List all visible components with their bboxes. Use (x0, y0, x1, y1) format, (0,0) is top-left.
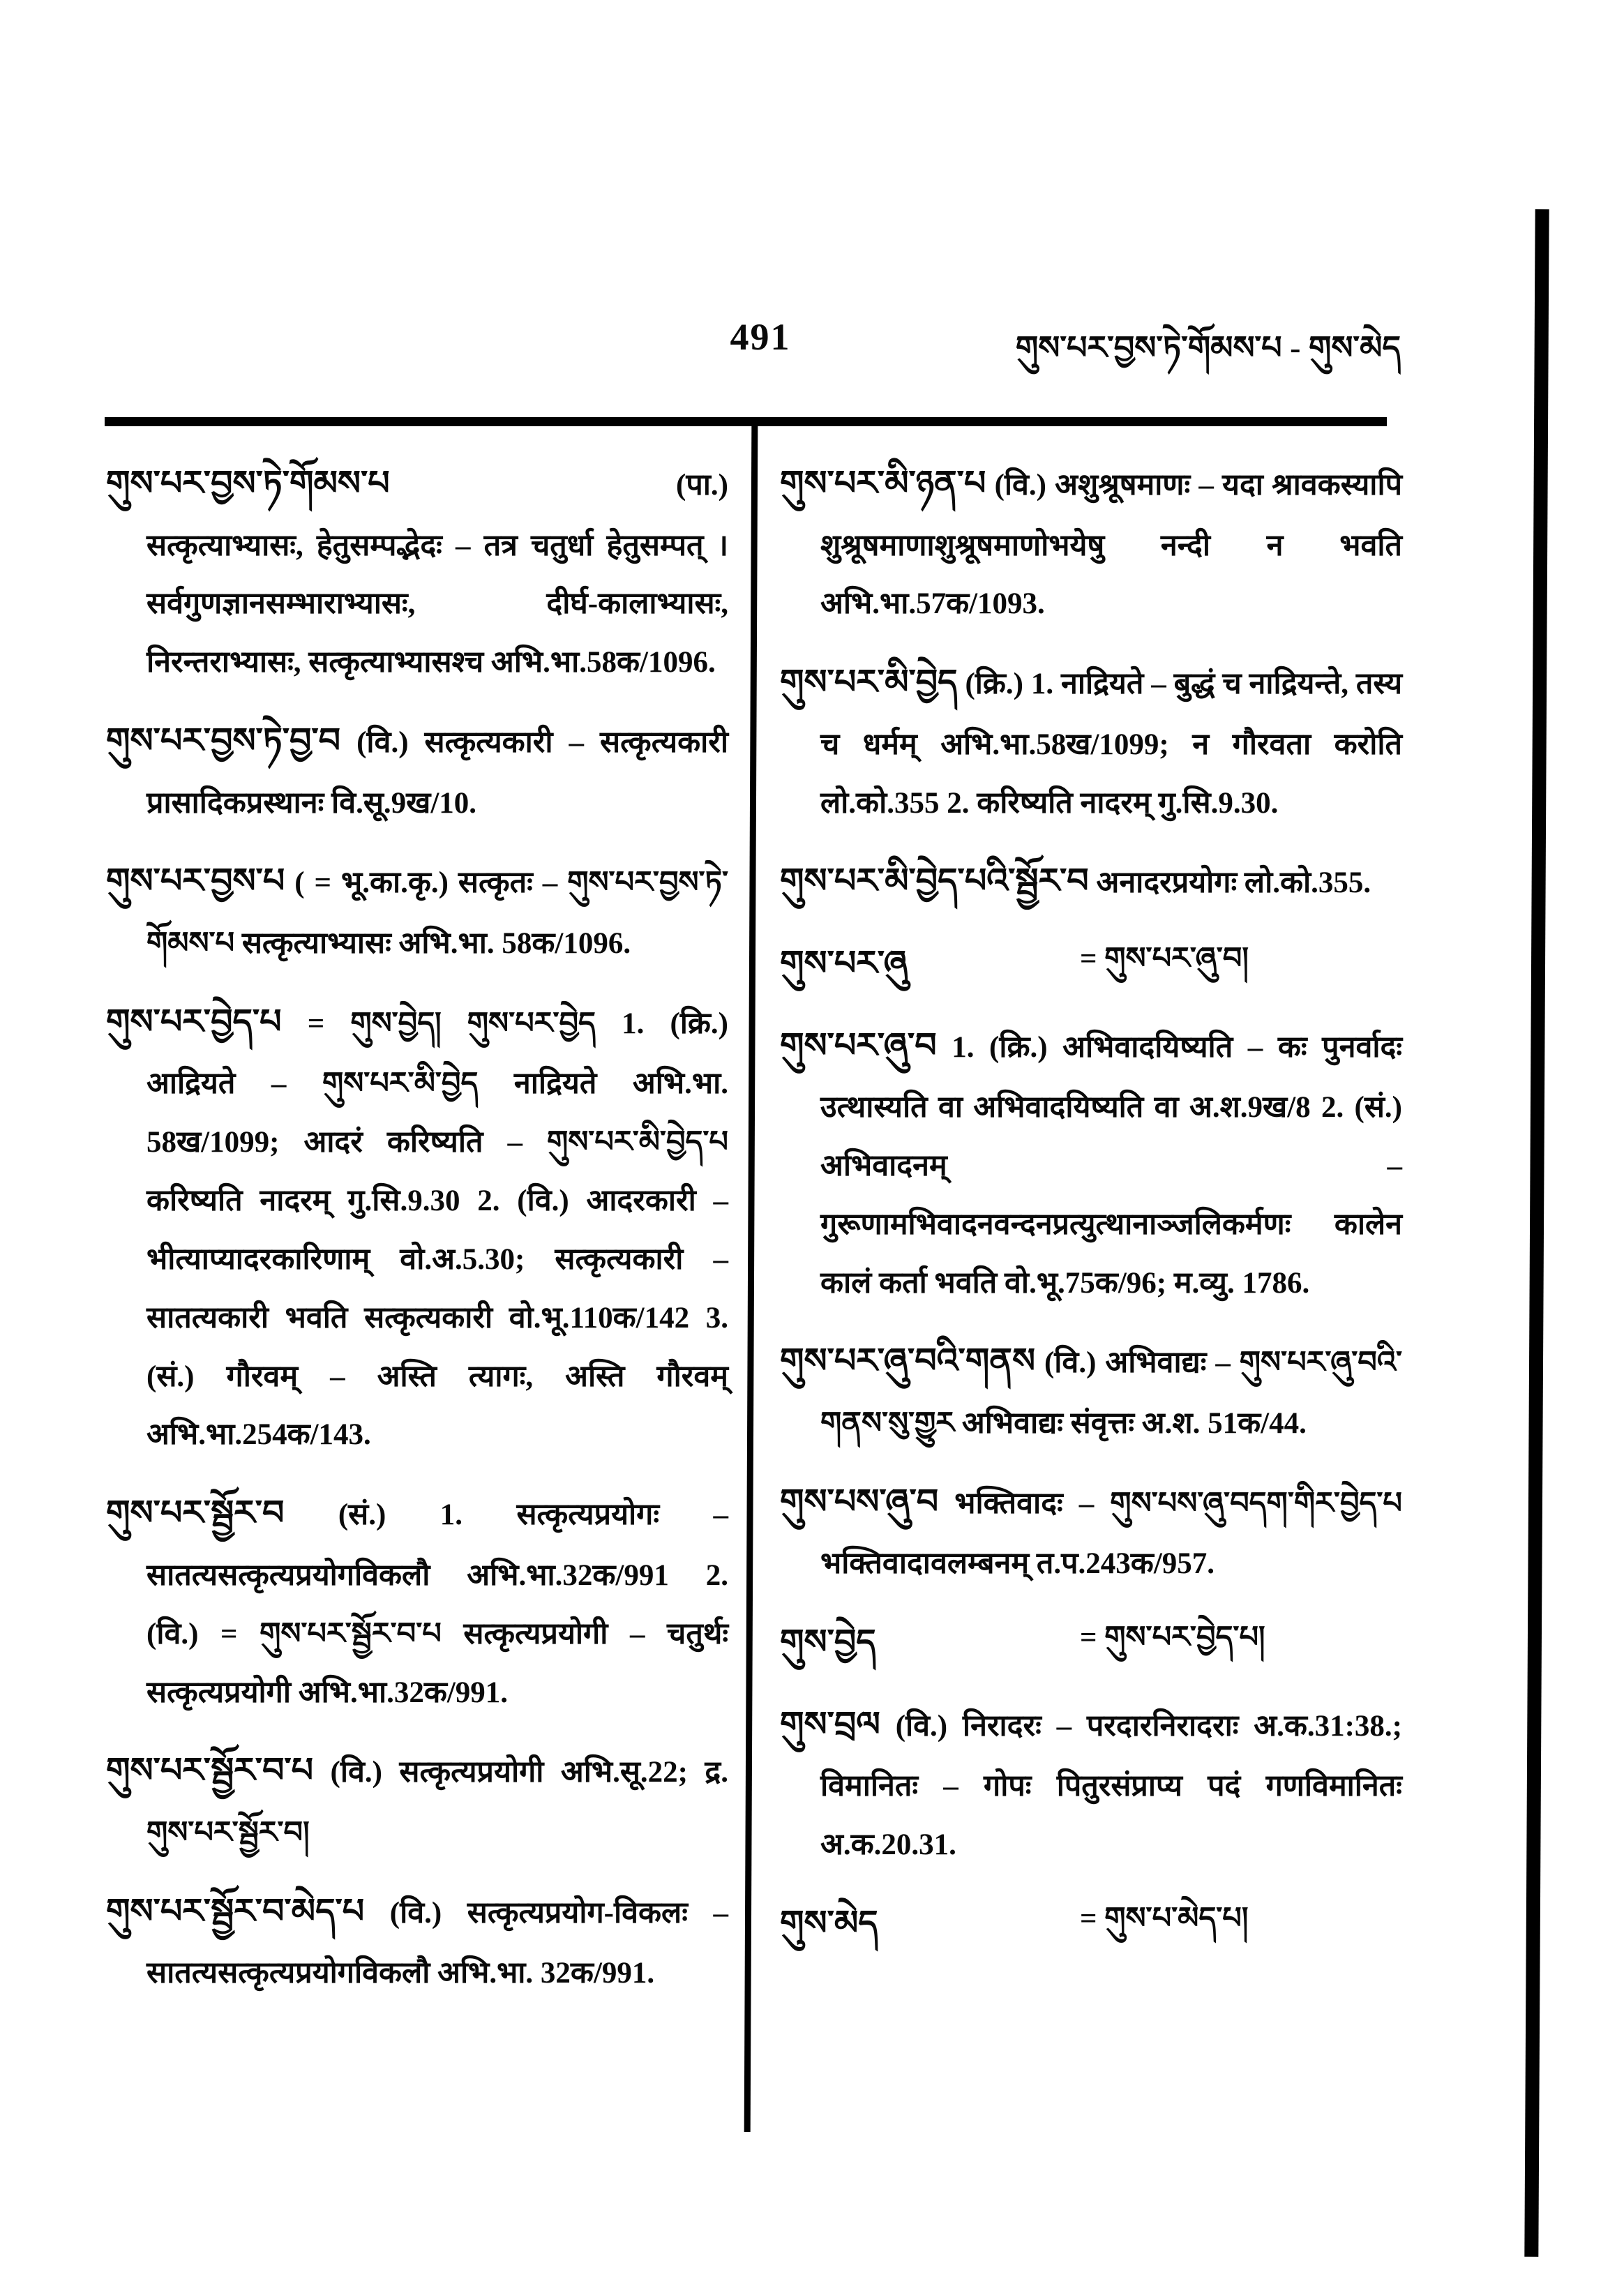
headword-line (106, 450, 728, 517)
entry-headword-tibetan: གུས་པར་བྱས་ཏེ་བྱ་བ (106, 721, 341, 760)
dictionary-entry (780, 1012, 1402, 1313)
dictionary-entry (106, 988, 728, 1464)
dictionary-entry (780, 1468, 1402, 1593)
dictionary-entry (106, 848, 728, 972)
page-number: 491 (730, 316, 791, 358)
entry-headword-tibetan: གུས་པར་མི་ཉན་པ (780, 464, 986, 502)
entry-body: (वि.) सत्कृत्यप्रयोगी अभि.सू.22; द्र. གུས་པར་སྦྱོར་བ། (146, 1756, 729, 1849)
entry-headword-tibetan: གུས་བྲལ (780, 1704, 880, 1743)
right-column (780, 450, 1402, 1972)
dictionary-entry (780, 450, 1402, 633)
entry-body: भक्तिवादः – གུས་པས་ཞུ་བདག་གིར་བྱེད་པ भक्तिवादावलम्बनम् त.प.243क/957. (820, 1487, 1402, 1581)
dictionary-entry-cross-reference (780, 930, 1402, 997)
entry-body: अनादरप्रयोगः लो.को.355. (1096, 866, 1371, 900)
dictionary-entry (780, 649, 1402, 832)
entry-headword-tibetan: གུས་པར་མི་བྱེད (780, 663, 958, 702)
entry-headword-tibetan: གུས་པར་ཞུ་བ (780, 1025, 937, 1065)
dictionary-entry (780, 1691, 1402, 1874)
entry-body: (वि.) निरादरः – परदारनिरादराः अ.क.31:38.; विमानितः – गोपः पितुरसंप्राप्य पदं गणविमानितः अ.क.20.31. (820, 1709, 1402, 1862)
left-column (106, 450, 728, 2018)
entry-headword-tibetan: གུས་པར་སྦྱོར་བ་མེད་པ (106, 1891, 365, 1930)
entry-headword-tibetan: གུས་བྱེད (780, 1623, 876, 1662)
entry-body: (वि.) सत्कृत्यकारी – सत्कृत्यकारी प्रासादिकप्रस्थानः वि.सू.9ख/10. (146, 726, 728, 820)
entry-body: (क्रि.) 1. नाद्रियते – बुद्धं च नाद्रियन्ते, तस्य च धर्मम् अभि.भा.58ख/1099; न गौरवता करोति लो.को.355 2. करिष्यति नादरम् गु.सि.9.30. (820, 668, 1403, 820)
entry-headword-tibetan: གུས་པར་མི་བྱེད་པའི་སྦྱོར་བ (780, 862, 1089, 901)
entry-headword-tibetan: གུས་མེད (780, 1904, 878, 1943)
dictionary-entry-cross-reference (780, 1890, 1402, 1957)
dictionary-entry (106, 1480, 728, 1722)
header-rule (105, 417, 1387, 426)
entry-headword-tibetan: གུས་པར་བྱས་པ (106, 862, 285, 901)
entry-body: ( = भू.का.कृ.) सत्कृतः – གུས་པར་བྱས་ཏེ་གོམས་པ सत्कृत्याभ्यासः अभि.भा. 58क/1096. (146, 866, 729, 961)
dictionary-entry (106, 707, 728, 832)
entry-headword-tibetan: གུས་པར་སྦྱོར་བ་པ (106, 1751, 314, 1790)
entry-headword-tibetan: གུས་པས་ཞུ་བ (780, 1482, 939, 1521)
entry-body: (वि.) अशुश्रूषमाणः – यदा श्रावकस्यापि शुश्रूषमाणाशुश्रूषमाणोभयेषु नन्दी न भवति अभि.भा.57क/1093. (820, 469, 1402, 621)
dictionary-entry (106, 1737, 728, 1862)
entry-body: = གུས་པ་མེད་པ། (1080, 1902, 1249, 1936)
entry-headword-tibetan: གུས་པར་བྱེད་པ (106, 1002, 282, 1041)
entry-body: (वि.) सत्कृत्यप्रयोग-विकलः – सातत्यसत्कृत्यप्रयोगविकलौ अभि.भा. 32क/991. (146, 1896, 729, 1990)
dictionary-entry (780, 1328, 1402, 1452)
dictionary-entry-cross-reference (780, 1609, 1402, 1676)
entry-body: 1. (क्रि.) अभिवादयिष्यति – कः पुनर्वादः उत्थास्यति वा अभिवादयिष्यति वा अ.श.9ख/8 2. (सं.) अभिवादनम् – गुरूणामभिवादनवन्दनप्रत्युत्थानाञ्जलिकर्मणः कालेन कालं कर्ता भवति वो.भू.75क/96; म.व्यु. 1786. (820, 1030, 1403, 1300)
entry-headword-tibetan: གུས་པར་སྦྱོར་བ (106, 1494, 285, 1533)
column-divider-rule (744, 426, 758, 2132)
dictionary-entry (780, 848, 1402, 915)
dictionary-entry (106, 450, 728, 692)
entry-body: (वि.) अभिवाद्यः – གུས་པར་ཞུ་བའི་གནས་སུ་གྱུར अभिवाद्यः संवृत्तः अ.श. 51क/44. (820, 1346, 1402, 1441)
entry-grammar-tag: (पा.) (676, 469, 728, 502)
entry-body: = གུས་པར་བྱེད་པ། (1080, 1621, 1265, 1655)
entry-body: = གུས་བྱེད། གུས་པར་བྱེད 1. (क्रि.) आद्रियते – གུས་པར་མི་བྱེད नाद्रियते अभि.भा. 58ख/1099; आदरं करिष्यति – གུས་པར་མི་བྱེད་པ करिष्यति नादरम् गु.सि.9.30 2. (वि.) आदरकारी – भीत्याप्यादरकारिणाम् वो.अ.5.30; सत्कृत्यकारी – सातत्यकारी भवति सत्कृत्यकारी वो.भू.110क/142 3. (सं.) गौरवम् – अस्ति त्यागः, अस्ति गौरवम् अभि.भा.254क/143. (146, 1007, 728, 1452)
entry-headword-tibetan: གུས་པར་ཞུ་བའི་གནས (780, 1341, 1036, 1381)
entry-body: सत्कृत्याभ्यासः, हेतुसम्पद्भेदः – तत्र चतुर्धा हेतुसम्पत् । सर्वगुणज्ञानसम्भाराभ्यासः, दीर्घ-कालाभ्यासः, निरन्तराभ्यासः, सत्कृत्याभ्यासश्च अभि.भा.58क/1096. (146, 529, 728, 679)
entry-body: = གུས་པར་ཞུ་བ། (1080, 942, 1249, 976)
entry-headword-tibetan: གུས་པར་བྱས་ཏེ་གོམས་པ (106, 464, 390, 502)
running-header-range: གུས་པར་བྱས་ཏེ་གོམས་པ - གུས་མེད (1015, 330, 1401, 366)
scan-binding-edge (1524, 209, 1549, 2257)
dictionary-entry (106, 1878, 728, 2003)
entry-body: (सं.) 1. सत्कृत्यप्रयोगः – सातत्यसत्कृत्यप्रयोगविकलौ अभि.भा.32क/991 2. (वि.) = གུས་པར་སྦྱོར་བ་པ सत्कृत्यप्रयोगी – चतुर्थः सत्कृत्यप्रयोगी अभि.भा.32क/991. (146, 1498, 728, 1709)
entry-headword-tibetan: གུས་པར་ཞུ (780, 944, 908, 983)
